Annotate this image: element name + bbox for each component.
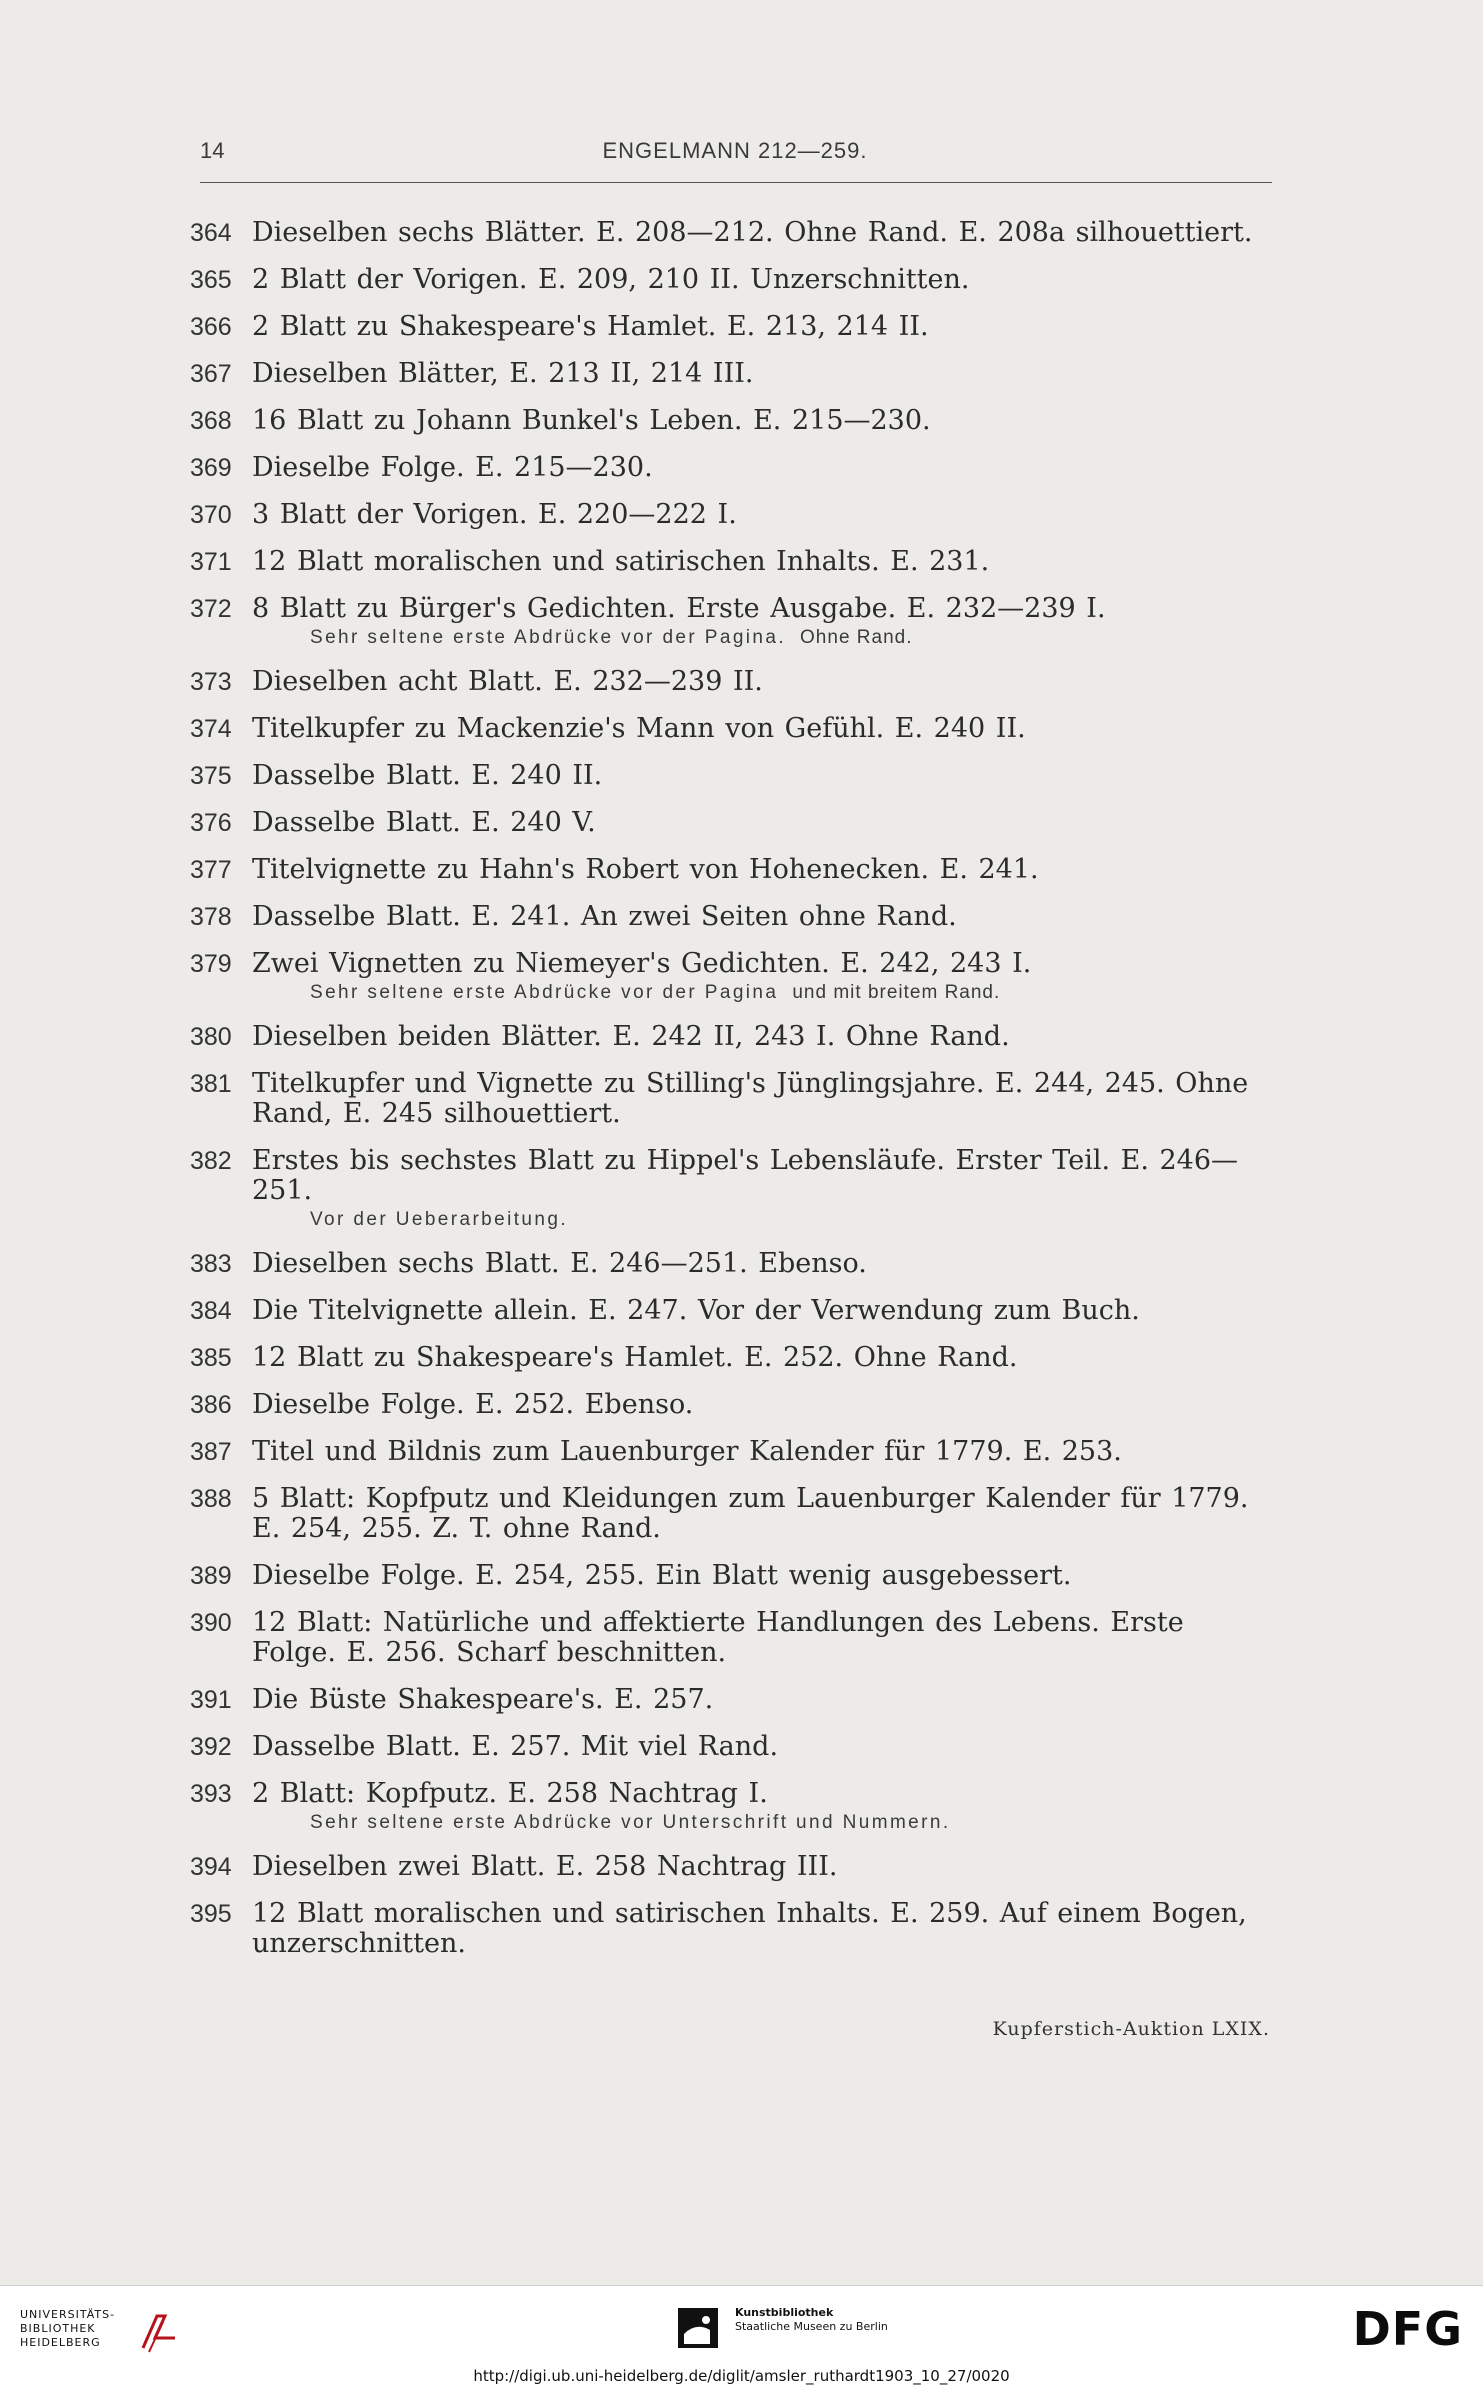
catalog-entry [190,359,1270,389]
entry-line [190,1608,1270,1668]
catalog-entry [190,500,1270,530]
entry-line [190,218,1270,248]
entry-line [190,1390,1270,1420]
entry-line [190,902,1270,932]
entry-number: 384 [190,1297,232,1325]
catalog-entry [190,1899,1270,1959]
catalog-entry [190,1437,1270,1467]
entry-note-tail: Ohne Rand. [800,627,913,648]
entry-text: Dieselben sechs Blätter. E. 208—212. Ohne Rand. E. 208a silhouettiert. [252,217,1253,248]
entry-line [190,1022,1270,1052]
entry-text: 12 Blatt moralischen und satirischen Inhalts. E. 231. [252,546,990,577]
entry-line [190,500,1270,530]
entry-line [190,808,1270,838]
catalog-entry [190,594,1270,650]
entry-text: Dasselbe Blatt. E. 240 II. [252,760,603,791]
entry-text: Die Büste Shakespeare's. E. 257. [252,1684,714,1715]
entry-number: 373 [190,668,232,696]
entry-line [190,1561,1270,1591]
entry-line [190,1249,1270,1279]
entry-text: 2 Blatt der Vorigen. E. 209, 210 II. Unzerschnitten. [252,264,970,295]
entry-number: 390 [190,1609,232,1637]
entry-number: 388 [190,1485,232,1513]
catalog-entry [190,808,1270,838]
entry-number: 378 [190,903,232,931]
catalog-entry [190,1484,1270,1544]
catalog-entry [190,218,1270,248]
entry-text: Zwei Vignetten zu Niemeyer's Gedichten. E. 242, 243 I. [252,948,1032,979]
entry-number: 374 [190,715,232,743]
catalog-entry [190,1732,1270,1762]
entry-line [190,1899,1270,1959]
catalog-entry [190,1561,1270,1591]
entry-text: Dasselbe Blatt. E. 257. Mit viel Rand. [252,1731,779,1762]
entry-line [190,1484,1270,1544]
kunstbibliothek-subtitle: Staatliche Museen zu Berlin [735,2320,888,2333]
entry-line [190,359,1270,389]
catalog-entry [190,547,1270,577]
entry-text: 3 Blatt der Vorigen. E. 220—222 I. [252,499,737,530]
entry-number: 366 [190,313,232,341]
university-line-1: UNIVERSITÄTS- [20,2308,116,2321]
catalog-entry [190,761,1270,791]
entry-number: 380 [190,1023,232,1051]
university-mark-icon [135,2308,195,2358]
kunstbibliothek-credit[interactable] [735,2306,888,2334]
entry-number: 379 [190,950,232,978]
header-rule [200,182,1272,183]
entry-number: 391 [190,1686,232,1714]
entry-note-text: Vor der Ueberarbeitung. [310,1209,568,1230]
catalog-entry [190,1685,1270,1715]
entry-number: 368 [190,407,232,435]
entry-note-tail: und mit breitem Rand. [792,982,1001,1003]
catalog-entry [190,714,1270,744]
entry-line [190,312,1270,342]
entry-text: 12 Blatt zu Shakespeare's Hamlet. E. 252. Ohne Rand. [252,1342,1018,1373]
catalog-entry [190,1779,1270,1835]
entry-line [190,667,1270,697]
kunstbibliothek-title: Kunstbibliothek [735,2306,834,2319]
entry-line [190,949,1270,979]
catalog-entry [190,1390,1270,1420]
footer-note: Kupferstich-Auktion LXIX. [992,2018,1270,2040]
entry-number: 382 [190,1147,232,1175]
entry-text: Dieselbe Folge. E. 215—230. [252,452,653,483]
catalog-entry [190,1022,1270,1052]
entry-text: Dasselbe Blatt. E. 240 V. [252,807,596,838]
catalog-entry [190,902,1270,932]
entry-note [310,626,1270,650]
entry-number: 389 [190,1562,232,1590]
entry-number: 383 [190,1250,232,1278]
entry-number: 371 [190,548,232,576]
entry-number: 395 [190,1900,232,1928]
entry-text: Dasselbe Blatt. E. 241. An zwei Seiten ohne Rand. [252,901,957,932]
entry-text: Titel und Bildnis zum Lauenburger Kalender für 1779. E. 253. [252,1436,1122,1467]
entry-note-text: Sehr seltene erste Abdrücke vor Unterschrift und Nummern. [310,1812,951,1833]
entry-text: Titelkupfer und Vignette zu Stilling's Jünglingsjahre. E. 244, 245. Ohne Rand, E. 245 silhouettiert. [252,1068,1249,1129]
catalog-entry [190,1146,1270,1232]
entry-text: Dieselben zwei Blatt. E. 258 Nachtrag III. [252,1851,838,1882]
entry-number: 364 [190,219,232,247]
entry-text: 2 Blatt: Kopfputz. E. 258 Nachtrag I. [252,1778,768,1809]
catalog-entry [190,667,1270,697]
entry-line [190,855,1270,885]
entry-number: 393 [190,1780,232,1808]
university-line-3: HEIDELBERG [20,2336,101,2349]
entry-text: 8 Blatt zu Bürger's Gedichten. Erste Ausgabe. E. 232—239 I. [252,593,1106,624]
entry-line [190,1779,1270,1809]
page-number: 14 [200,138,225,163]
entry-text: Dieselben beiden Blätter. E. 242 II, 243 I. Ohne Rand. [252,1021,1010,1052]
entry-number: 392 [190,1733,232,1761]
catalog-entry [190,855,1270,885]
entry-line [190,761,1270,791]
entry-line [190,1437,1270,1467]
entry-number: 385 [190,1344,232,1372]
entry-line [190,1685,1270,1715]
attribution-bar [0,2285,1483,2366]
catalog-entry [190,1608,1270,1668]
entry-note [310,981,1270,1005]
catalog-entries [190,218,1270,1976]
entry-number: 381 [190,1070,232,1098]
entry-line [190,406,1270,436]
entry-number: 377 [190,856,232,884]
entry-number: 365 [190,266,232,294]
entry-text: Dieselben sechs Blatt. E. 246—251. Ebenso. [252,1248,867,1279]
catalog-entry [190,1069,1270,1129]
entry-line [190,265,1270,295]
entry-line [190,1146,1270,1206]
entry-number: 386 [190,1391,232,1419]
entry-note [310,1208,1270,1232]
entry-number: 376 [190,809,232,837]
entry-line [190,594,1270,624]
entry-line [190,547,1270,577]
running-title: ENGELMANN 212—259. [602,138,868,163]
source-url-link[interactable]: http://digi.ub.uni-heidelberg.de/diglit/amsler_ruthardt1903_10_27/0020 [0,2365,1483,2389]
entry-text: 12 Blatt moralischen und satirischen Inhalts. E. 259. Auf einem Bogen, unzerschnitten. [252,1898,1247,1959]
kunstbibliothek-mark-icon [676,2304,726,2354]
entry-text: 2 Blatt zu Shakespeare's Hamlet. E. 213, 214 II. [252,311,929,342]
catalog-entry [190,453,1270,483]
entry-text: Titelvignette zu Hahn's Robert von Hohenecken. E. 241. [252,854,1039,885]
catalog-entry [190,1852,1270,1882]
entry-note [310,1811,1270,1835]
entry-text: 16 Blatt zu Johann Bunkel's Leben. E. 215—230. [252,405,931,436]
entry-note-text: Sehr seltene erste Abdrücke vor der Pagina [310,982,779,1003]
catalog-entry [190,312,1270,342]
entry-text: 12 Blatt: Natürliche und affektierte Handlungen des Lebens. Erste Folge. E. 256. Scharf beschnitten. [252,1607,1184,1668]
entry-number: 375 [190,762,232,790]
entry-text: Dieselben acht Blatt. E. 232—239 II. [252,666,763,697]
university-line-2: BIBLIOTHEK [20,2322,96,2335]
entry-text: Die Titelvignette allein. E. 247. Vor der Verwendung zum Buch. [252,1295,1140,1326]
dfg-logo[interactable]: DFG [1352,2302,1463,2356]
entry-text: Dieselbe Folge. E. 254, 255. Ein Blatt wenig ausgebessert. [252,1560,1072,1591]
university-library-logo[interactable] [20,2308,180,2358]
entry-text: 5 Blatt: Kopfputz und Kleidungen zum Lauenburger Kalender für 1779. E. 254, 255. Z. T. ohne Rand. [252,1483,1249,1544]
catalog-entry [190,949,1270,1005]
catalog-entry [190,406,1270,436]
entry-line [190,453,1270,483]
entry-text: Dieselben Blätter, E. 213 II, 214 III. [252,358,754,389]
entry-number: 369 [190,454,232,482]
entry-text: Erstes bis sechstes Blatt zu Hippel's Lebensläufe. Erster Teil. E. 246—251. [252,1145,1239,1206]
entry-number: 394 [190,1853,232,1881]
catalog-entry [190,265,1270,295]
entry-line [190,1732,1270,1762]
catalog-entry [190,1296,1270,1326]
entry-line [190,1343,1270,1373]
entry-number: 387 [190,1438,232,1466]
entry-text: Dieselbe Folge. E. 252. Ebenso. [252,1389,694,1420]
entry-note-text: Sehr seltene erste Abdrücke vor der Pagina. [310,627,787,648]
entry-line [190,1852,1270,1882]
entry-line [190,1069,1270,1129]
entry-number: 367 [190,360,232,388]
entry-text: Titelkupfer zu Mackenzie's Mann von Gefühl. E. 240 II. [252,713,1026,744]
catalog-entry [190,1249,1270,1279]
entry-line [190,714,1270,744]
entry-number: 370 [190,501,232,529]
running-head [200,138,1270,178]
entry-line [190,1296,1270,1326]
entry-number: 372 [190,595,232,623]
catalog-entry [190,1343,1270,1373]
